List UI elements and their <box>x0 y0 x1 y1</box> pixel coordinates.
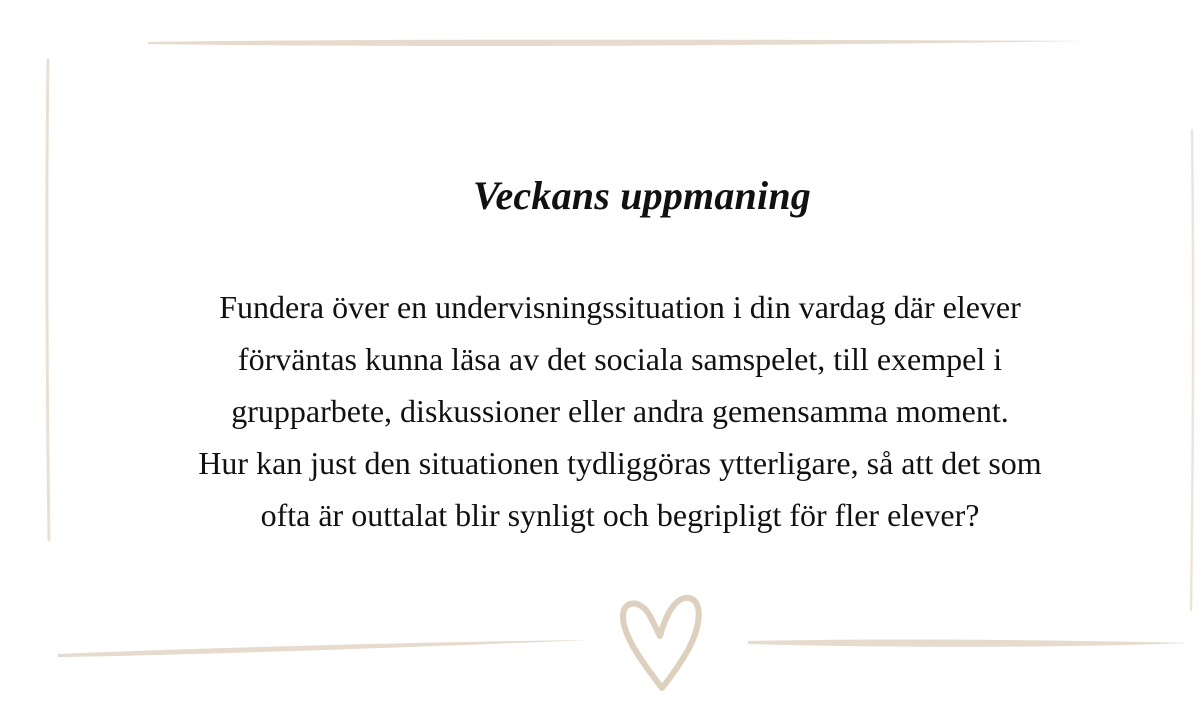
body-line: grupparbete, diskussioner eller andra gemensamma moment. <box>231 393 1009 429</box>
bottom-right-brush-stroke <box>748 640 1190 647</box>
left-brush-stroke <box>47 60 49 540</box>
card-body <box>110 281 1130 541</box>
body-line: förväntas kunna läsa av det sociala samspelet, till exempel i <box>237 341 1003 377</box>
body-line: ofta är outtalat blir synligt och begripligt för fler elever? <box>260 497 980 533</box>
body-line: Hur kan just den situationen tydliggöras ytterligare, så att det som <box>198 445 1042 481</box>
top-brush-stroke <box>148 40 1085 46</box>
body-line: Fundera över en undervisningssituation i din vardag där elever <box>219 289 1021 325</box>
heart-icon <box>623 598 699 688</box>
card-title: Veckans uppmaning <box>473 173 811 218</box>
bottom-left-brush-stroke <box>58 640 590 657</box>
